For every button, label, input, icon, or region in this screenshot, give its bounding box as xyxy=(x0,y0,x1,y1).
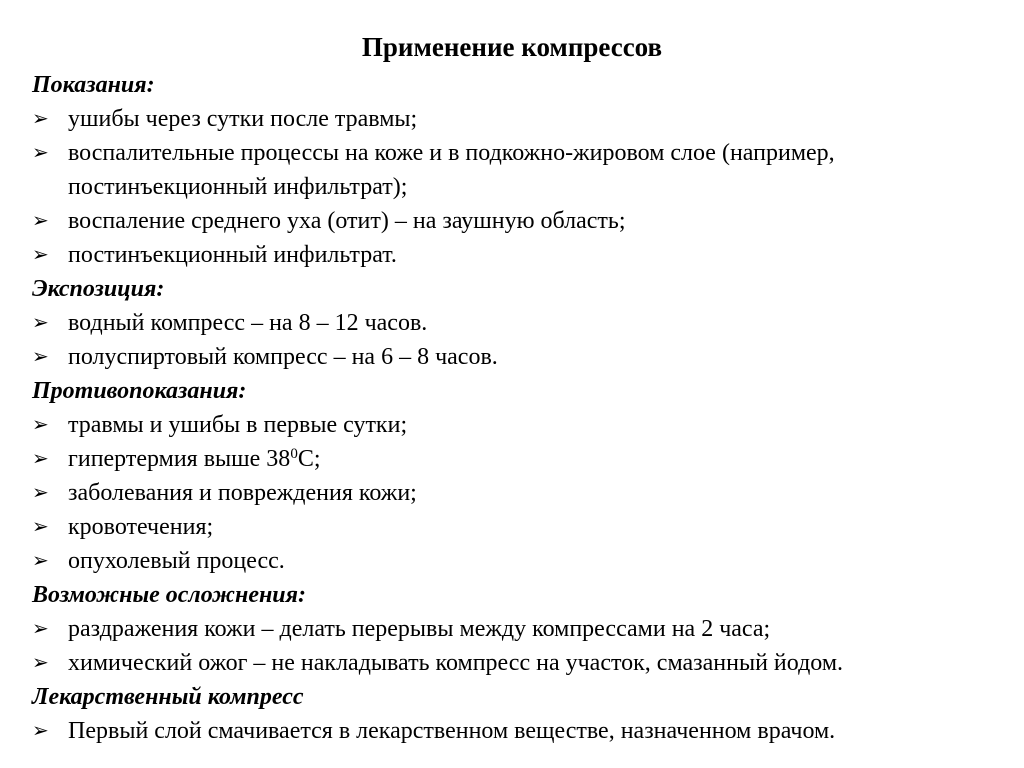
list-item xyxy=(32,340,1004,374)
list-item-text: воспаление среднего уха (отит) – на заушную область; xyxy=(68,208,626,234)
list-item-continuation: постинъекционный инфильтрат); xyxy=(68,174,408,200)
list-item xyxy=(32,204,1004,238)
list-item xyxy=(32,510,1004,544)
section-heading: Лекарственный компресс xyxy=(32,684,304,710)
arrowhead-bullet-icon: ➢ xyxy=(32,550,49,572)
arrowhead-bullet-icon: ➢ xyxy=(32,720,49,742)
arrowhead-bullet-icon: ➢ xyxy=(32,516,49,538)
arrowhead-bullet-icon: ➢ xyxy=(32,414,49,436)
arrowhead-bullet-icon: ➢ xyxy=(32,448,49,470)
list-item xyxy=(32,238,1004,272)
list-item-text: гипертермия выше 38 xyxy=(68,446,291,472)
arrowhead-bullet-icon: ➢ xyxy=(32,312,49,334)
list-item xyxy=(32,442,1004,476)
section-heading: Возможные осложнения: xyxy=(32,582,307,608)
section-heading: Экспозиция: xyxy=(32,276,165,302)
list-item-text: Первый слой смачивается в лекарственном веществе, назначенном врачом. xyxy=(68,718,836,744)
degree-superscript: 0 xyxy=(290,446,298,462)
list-item-text: кровотечения; xyxy=(68,514,214,540)
arrowhead-bullet-icon: ➢ xyxy=(32,108,49,130)
list-item-text: ушибы через сутки после травмы; xyxy=(68,106,418,132)
list-item-text: полуспиртовый компресс – на 6 – 8 часов. xyxy=(68,344,498,370)
list-item xyxy=(32,306,1004,340)
arrowhead-bullet-icon: ➢ xyxy=(32,482,49,504)
arrowhead-bullet-icon: ➢ xyxy=(32,346,49,368)
list-item xyxy=(32,544,1004,578)
list-item-text-suffix: С; xyxy=(297,446,321,472)
section-heading: Показания: xyxy=(32,72,155,98)
list-item xyxy=(32,476,1004,510)
list-item xyxy=(32,612,1004,646)
list-item-text: постинъекционный инфильтрат. xyxy=(68,242,397,268)
list-item-text: воспалительные процессы на коже и в подкожно-жировом слое (например, xyxy=(68,140,835,166)
arrowhead-bullet-icon: ➢ xyxy=(32,210,49,232)
section-heading: Противопоказания: xyxy=(32,378,247,404)
arrowhead-bullet-icon: ➢ xyxy=(32,618,49,640)
list-item xyxy=(32,408,1004,442)
list-item-text: опухолевый процесс. xyxy=(68,548,285,574)
list-item xyxy=(32,136,1004,170)
arrowhead-bullet-icon: ➢ xyxy=(32,244,49,266)
list-item-text: раздражения кожи – делать перерывы между компрессами на 2 часа; xyxy=(68,616,771,642)
arrowhead-bullet-icon: ➢ xyxy=(32,142,49,164)
list-item-text: заболевания и повреждения кожи; xyxy=(68,480,417,506)
list-item xyxy=(32,102,1004,136)
list-item xyxy=(32,714,1004,748)
arrowhead-bullet-icon: ➢ xyxy=(32,652,49,674)
list-item-text: водный компресс – на 8 – 12 часов. xyxy=(68,310,428,336)
document-body xyxy=(32,68,1004,748)
list-item-text: травмы и ушибы в первые сутки; xyxy=(68,412,408,438)
list-item xyxy=(32,646,1004,680)
page-title: Применение компрессов xyxy=(361,32,663,62)
list-item-text: химический ожог – не накладывать компресс на участок, смазанный йодом. xyxy=(68,650,844,676)
